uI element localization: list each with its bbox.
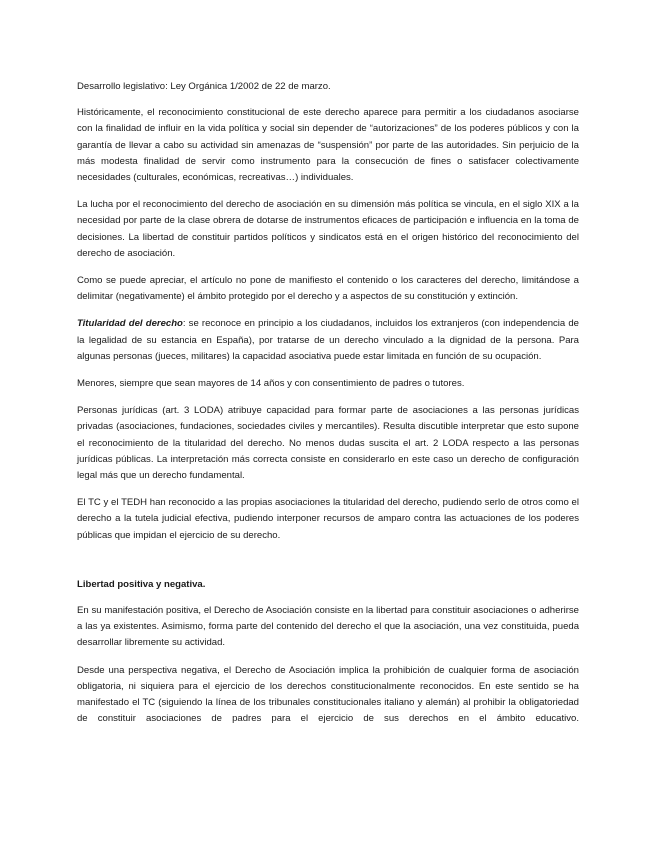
paragraph-tc-tedh: El TC y el TEDH han reconocido a las propias asociaciones la titularidad del derecho, pudiendo serlo de otros como el derecho a la tutela judicial efectiva, pudiendo interponer recursos de amparo contra las actuaciones de los poderes públicas que impidan el ejercicio de su derecho. [77, 497, 579, 541]
paragraph-personas-juridicas: Personas jurídicas (art. 3 LODA) atribuye capacidad para formar parte de asociaciones a las personas jurídicas privadas (asociaciones, fundaciones, sociedades civiles y mercantiles). Resulta discutible interpretar que esto supone el reconocimiento de la titularidad del derecho. No menos dudas suscita el art. 2 LODA respecto a las personas jurídicas públicas. La interpretación más correcta consiste en considerarlo en este caso un derecho de configuración legal más que un derecho fundamental. [77, 405, 579, 482]
paragraph-article-scope: Como se puede apreciar, el artículo no pone de manifiesto el contenido o los caracteres del derecho, limitándose a delimitar (negativamente) el ámbito protegido por el derecho y a aspectos de su constitución y extinción. [77, 275, 579, 303]
paragraph-menores: Menores, siempre que sean mayores de 14 años y con consentimiento de padres o tutores. [77, 378, 465, 390]
section-heading: Libertad positiva y negativa. [77, 578, 206, 590]
section-spacer [77, 555, 579, 577]
paragraph-struggle: La lucha por el reconocimiento del derecho de asociación en su dimensión más política se vincula, en el siglo XIX a la necesidad por parte de la clase obrera de dotarse de instrumentos eficaces de participación e influencia en la toma de decisiones. La libertad de constituir partidos políticos y sindicatos está en el origen histórico del reconocimiento del derecho de asociación. [77, 199, 579, 259]
legislation-line: Desarrollo legislativo: Ley Orgánica 1/2002 de 22 de marzo. [77, 81, 331, 92]
titularidad-text: : se reconoce en principio a los ciudadanos, incluidos los extranjeros (con independencia de la legalidad de su estancia en España), por tratarse de un derecho vinculado a la dignidad de la persona. Para algunas personas (jueces, militares) la capacidad asociativa puede estar limitada en función de su ocupación. [77, 318, 579, 362]
titularidad-term: Titularidad del derecho [77, 318, 183, 330]
paragraph-historical: Históricamente, el reconocimiento constitucional de este derecho aparece para permitir a los ciudadanos asociarse con la finalidad de influir en la vida política y social sin depender de “autorizaciones” de los poderes públicos y con la garantía de llevar a cabo su actividad sin amenazas de “suspensión” por parte de las autoridades. Sin perjuicio de la más modesta finalidad de servir como instrumento para la consecución de fines o satisfacer colectivamente necesidades (culturales, económicas, recreativas…) individuales. [77, 107, 579, 184]
paragraph-titularidad [77, 316, 579, 365]
paragraph-positive-freedom: En su manifestación positiva, el Derecho de Asociación consiste en la libertad para constituir asociaciones o adherirse a las ya existentes. Asimismo, forma parte del contenido del derecho el que la asociación, una vez constituida, pueda desarrollar libremente su actividad. [77, 605, 579, 649]
paragraph-negative-freedom: Desde una perspectiva negativa, el Derecho de Asociación implica la prohibición de cualquier forma de asociación obligatoria, ni siquiera para el ejercicio de los derechos constitucionalmente reconocidos. En este sentido se ha manifestado el TC (siguiendo la línea de los tribunales constitucionales italiano y alemán) al prohibir la obligatoriedad de constituir asociaciones de padres para el ejercicio de sus derechos en el ámbito educativo. [77, 664, 579, 725]
